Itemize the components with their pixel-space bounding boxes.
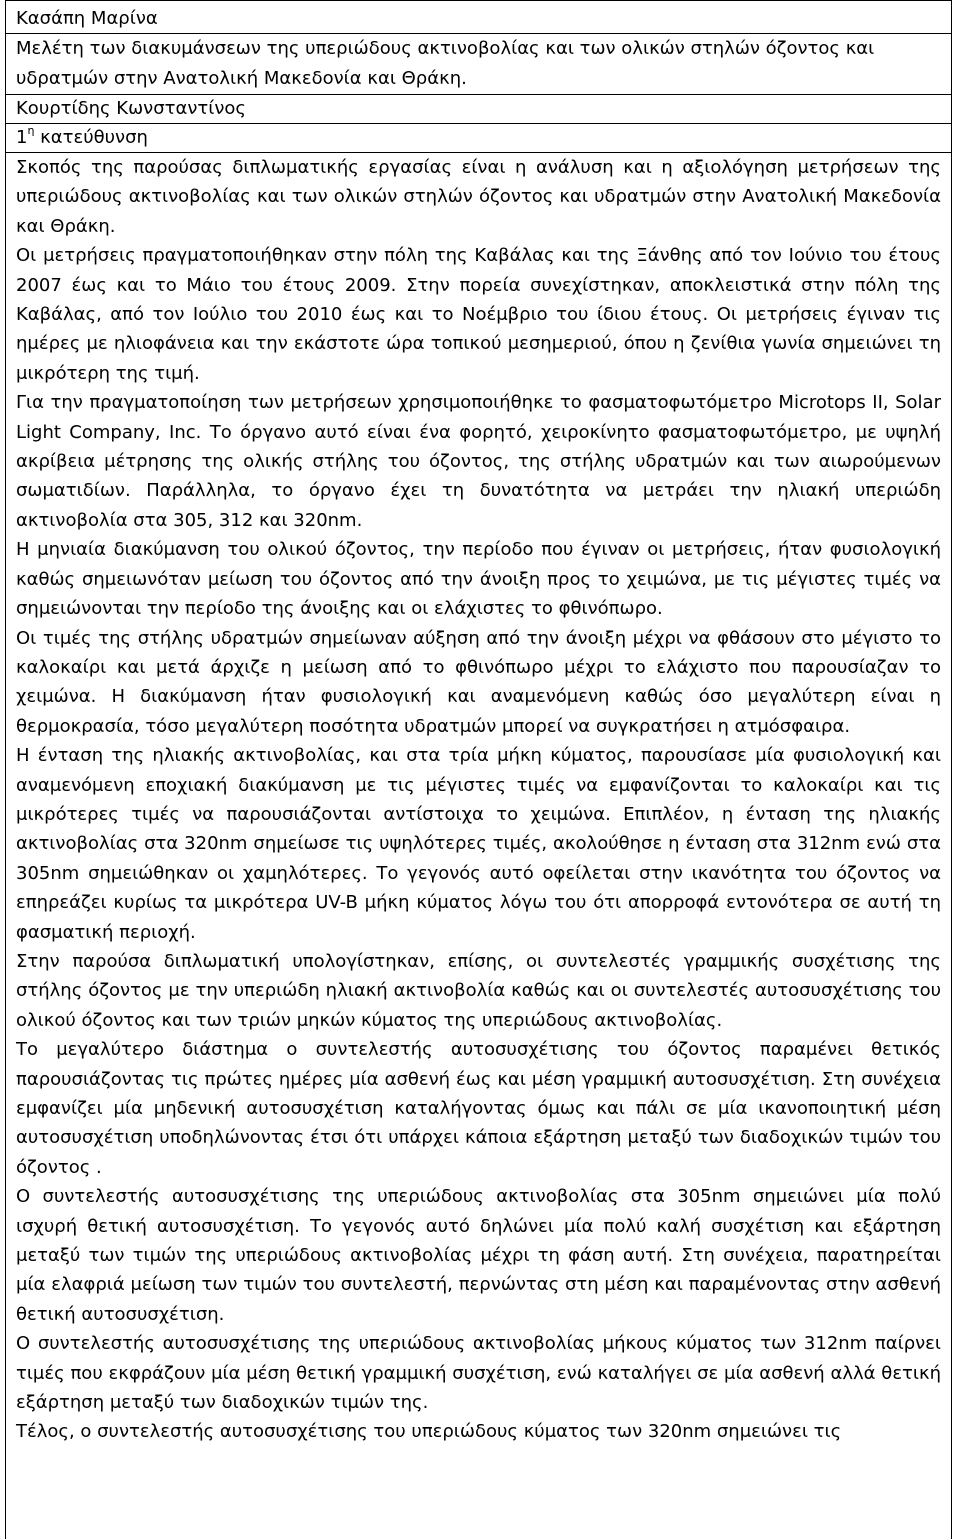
author-cell [6,0,951,34]
abstract-paragraph-5: Οι τιμές της στήλης υδρατμών σημείωναν αύξηση από την άνοιξη μέχρι να φθάσουν στο μέγιστο το καλοκαίρι και μετά άρχιζε η μείωση από το φθινόπωρο μέχρι το ελάχιστο που παρουσίαζαν το χειμώνα. Η διακύμανση ήταν φυσιολογική και αναμενόμενη καθώς όσο μεγαλύτερη είναι η θερμοκρασία, τόσο μεγαλύτερη ποσότητα υδρατμών μπορεί να συγκρατήσει η ατμόσφαιρα. [16,627,941,737]
abstract-cell [6,152,951,1447]
abstract-paragraph-10: Ο συντελεστής αυτοσυσχέτισης της υπεριώδους ακτινοβολίας μήκους κύματος των 312nm παίρνει τιμές που εκφράζουν μία μέση θετική γραμμική συσχέτιση, ενώ καταλήγει σε μία ασθενή αλλά θετική εξάρτηση μεταξύ των διαδοχικών τιμών της. [16,1333,941,1414]
abstract-paragraph-11: Τέλος, ο συντελεστής αυτοσυσχέτισης του υπεριώδους κύματος των 320nm σημειώνει τις [16,1421,842,1443]
abstract-paragraph-8: Το μεγαλύτερο διάστημα ο συντελεστής αυτοσυσχέτισης του όζοντος παραμένει θετικός παρουσιάζοντας τις πρώτες ημέρες μία ασθενή έως και μέση γραμμική αυτοσυσχέτιση. Στη συνέχεια εμφανίζει μία μηδενική αυτοσυσχέτιση καταλήγοντας όμως και πάλι σε μία ικανοποιητική μέση αυτοσυσχέτιση υποδηλώνοντας έτσι ότι υπάρχει κάποια εξάρτηση μεταξύ των διαδοχικών τιμών του όζοντος . [16,1039,941,1178]
abstract-paragraph-1: Σκοπός της παρούσας διπλωματικής εργασίας είναι η ανάλυση και η αξιολόγηση μετρήσεων της υπεριώδους ακτινοβολίας και των ολικών στηλών όζοντος και υδρατμών στην Ανατολική Μακεδονία και Θράκη. [16,157,941,237]
thesis-title: Μελέτη των διακυμάνσεων της υπεριώδους ακτινοβολίας και των ολικών στηλών όζοντος και υδρατμών στην Ανατολική Μακεδονία και Θράκη. [16,38,875,89]
abstract-paragraph-9: Ο συντελεστής αυτοσυσχέτισης της υπεριώδους ακτινοβολίας στα 305nm σημειώνει μία πολύ ισχυρή θετική αυτοσυσχέτιση. Το γεγονός αυτό δηλώνει μία πολύ καλή συσχέτιση και εξάρτηση μεταξύ των τιμών της υπεριώδους ακτινοβολίας μέχρι τη φάση αυτή. Στη συνέχεια, παρατηρείται μία ελαφριά μείωση των τιμών του συντελεστή, περνώντας στη μέση και παραμένοντας στην ασθενή θετική αυτοσυσχέτιση. [16,1186,941,1325]
abstract-paragraph-2: Οι μετρήσεις πραγματοποιήθηκαν στην πόλη της Καβάλας και της Ξάνθης από τον Ιούνιο του έτους 2007 έως και το Μάιο του έτους 2009. Στην πορεία συνεχίστηκαν, αποκλειστικά στην πόλη της Καβάλας, από τον Ιούλιο του 2010 έως και το Νοέμβριο του ίδιου έτους. Οι μετρήσεις έγιναν τις ημέρες με ηλιοφάνεια και την εκάστοτε ώρα τοπικού μεσημεριού, όπου η ζενίθια γωνία σημειώνει τη μικρότερη της τιμή. [16,245,941,384]
abstract-paragraph-3: Για την πραγματοποίηση των μετρήσεων χρησιμοποιήθηκε το φασματοφωτόμετρο Microtops II, Solar Light Company, Inc. Το όργανο αυτό είναι ένα φορητό, χειροκίνητο φασματοφωτόμετρο, με υψηλή ακρίβεια μέτρησης της ολικής στήλης του όζοντος, της στήλης υδρατμών και των αιωρούμενων σωματιδίων. Παράλληλα, το όργανο έχει τη δυνατότητα να μετράει την ηλιακή υπεριώδη ακτινοβολία στα 305, 312 και 320nm. [16,392,941,531]
title-cell [6,33,951,95]
supervisor-cell [6,94,951,124]
abstract-paragraph-6: Η ένταση της ηλιακής ακτινοβολίας, και στα τρία μήκη κύματος, παρουσίασε μία φυσιολογική και αναμενόμενη εποχιακή διακύμανση με τις μέγιστες τιμές να εμφανίζονται το καλοκαίρι και τις μικρότερες τιμές να παρουσιάζονται αντίστοιχα το χειμώνα. Επιπλέον, η ένταση της ηλιακής ακτινοβολίας στα 320nm σημείωσε τις υψηλότερες τιμές, ακολούθησε η ένταση στα 312nm ενώ στα 305nm σημειώθηκαν οι χαμηλότερες. Το γεγονός αυτό οφείλεται στην ικανότητα του όζοντος να επηρεάζει κυρίως τα μικρότερα UV-B μήκη κύματος λόγω του ότι απορροφά εντονότερα σε αυτή τη φασματική περιοχή. [16,745,941,943]
abstract-paragraph-7: Στην παρούσα διπλωματική υπολογίστηκαν, επίσης, οι συντελεστές γραμμικής συσχέτισης της στήλης όζοντος με την υπεριώδη ηλιακή ακτινοβολία καθώς και οι συντελεστές αυτοσυσχέτισης του ολικού όζοντος και των τριών μηκών κύματος της υπεριώδους ακτινοβολίας. [16,950,941,1031]
direction-cell [6,123,951,153]
supervisor-name: Κουρτίδης Κωνσταντίνος [16,98,246,119]
document-table [5,0,952,1539]
direction-label: κατεύθυνση [40,127,148,148]
direction-superscript: η [27,124,35,137]
author-name: Κασάπη Μαρίνα [16,8,158,29]
direction-number: 1 [16,127,28,148]
abstract-paragraph-4: Η μηνιαία διακύμανση του ολικού όζοντος, την περίοδο που έγιναν οι μετρήσεις, ήταν φυσιολογική καθώς σημειωνόταν μείωση του όζοντος από την άνοιξη προς το χειμώνα, με τις μέγιστες τιμές να σημειώνονται την περίοδο της άνοιξης και οι ελάχιστες το φθινόπωρο. [16,539,941,620]
